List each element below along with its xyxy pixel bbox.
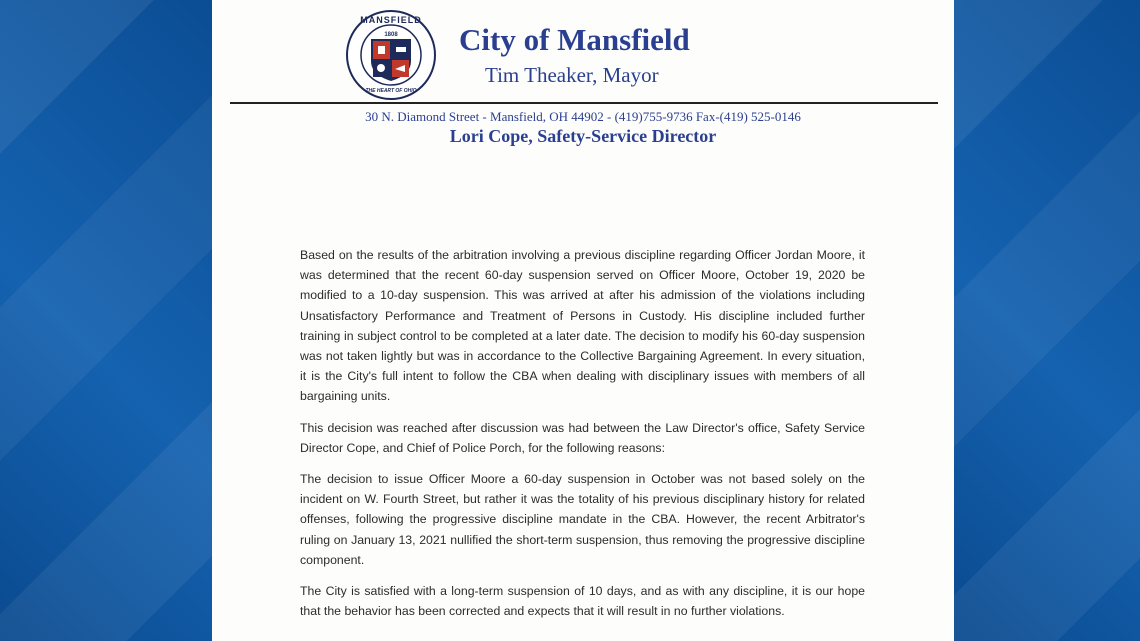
letterhead-director: Lori Cope, Safety-Service Director	[449, 126, 717, 146]
letterhead-mayor: Tim Theaker, Mayor	[485, 63, 659, 87]
background-right-panel	[954, 0, 1140, 641]
letterhead-divider	[230, 102, 938, 104]
letter-document	[212, 0, 954, 641]
seal-lettering	[345, 9, 437, 101]
letterhead-address: 30 N. Diamond Street - Mansfield, OH 44902 - (419)755-9736 Fax-(419) 525-0146	[365, 109, 801, 124]
background-left-panel	[0, 0, 212, 641]
letterhead-title: City of Mansfield	[459, 22, 690, 57]
body-paragraph: Based on the results of the arbitration involving a previous discipline regarding Officer Jordan Moore, it was determined that the recent 60-day suspension served on Officer Moore, October 19, 2020 be modified to a 10-day suspension. This was arrived at after his admission of the violations including Unsatisfactory Performance and Treatment of Persons in Custody. His discipline included further training in subject control to be completed at a later date. The decision to modify his 60-day suspension was not taken lightly but was in accordance to the Collective Bargaining Agreement. In every situation, it is the City's full intent to follow the CBA when dealing with disciplinary issues with members of all bargaining units.	[300, 248, 865, 404]
city-seal-icon	[345, 9, 437, 101]
letter-body	[300, 245, 865, 632]
seal-year: 1808	[384, 32, 398, 38]
body-paragraph: This decision was reached after discussion was had between the Law Director's office, Safety Service Director Cope, and Chief of Police Porch, for the following reasons:	[300, 420, 865, 455]
seal-bottom-text: THE HEART OF OHIO	[365, 88, 417, 94]
seal-top-text: MANSFIELD	[360, 15, 422, 25]
body-paragraph: The City is satisfied with a long-term suspension of 10 days, and as with any discipline, it is our hope that the behavior has been corrected and expects that it will result in no further violations.	[300, 584, 865, 619]
body-paragraph: The decision to issue Officer Moore a 60-day suspension in October was not based solely on the incident on W. Fourth Street, but rather it was the totality of his previous disciplinary history for related offenses, following the progressive discipline mandate in the CBA. However, the recent Arbitrator's ruling on January 13, 2021 nullified the short-term suspension, thus removing the progressive discipline component.	[300, 472, 865, 567]
